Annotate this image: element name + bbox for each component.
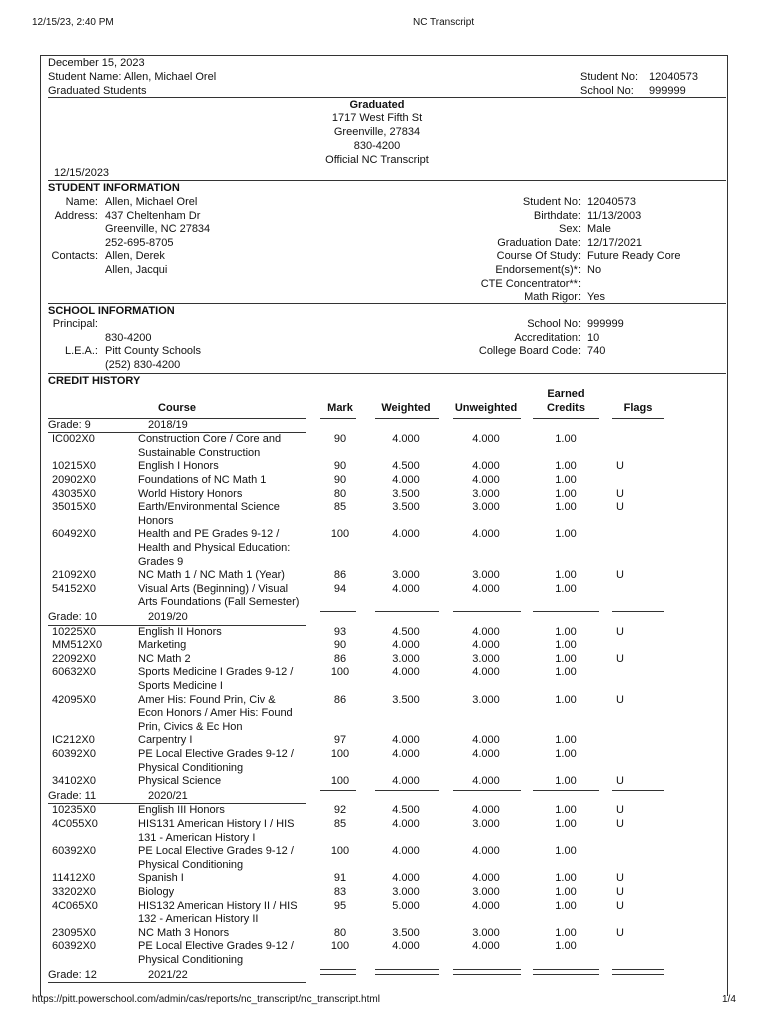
credit-history-heading: CREDIT HISTORY — [48, 375, 141, 387]
course-flag: U — [616, 804, 624, 817]
course-weighted: 4.000 — [392, 666, 420, 679]
school-phone: 830-4200 — [353, 140, 401, 152]
course-name: Construction Core / Core and — [138, 433, 282, 446]
info-value: Pitt County Schools — [105, 345, 201, 358]
course-credits: 1.00 — [555, 501, 577, 514]
course-weighted: 3.500 — [392, 487, 420, 500]
course-weighted: 3.500 — [392, 693, 420, 706]
mark-header-underline — [320, 418, 356, 419]
info-label: School No: — [527, 318, 581, 330]
unweighted-subtotal-line — [453, 611, 521, 612]
info-value: Allen, Derek — [105, 250, 165, 263]
course-code: 10225X0 — [52, 625, 97, 638]
course-mark: 90 — [333, 460, 347, 473]
course-unweighted: 3.000 — [472, 817, 500, 830]
course-code: 54152X0 — [52, 582, 97, 595]
student-no-value: 12040573 — [649, 71, 698, 83]
course-name: Physical Science — [138, 775, 222, 788]
course-weighted: 3.500 — [392, 926, 420, 939]
student-no-label: Student No: — [580, 71, 639, 83]
credits-subtotal-line — [533, 974, 599, 975]
course-credits: 1.00 — [555, 433, 577, 446]
course-weighted: 4.000 — [392, 582, 420, 595]
course-name: Carpentry I — [138, 734, 193, 747]
info-label: CTE Concentrator**: — [480, 277, 581, 290]
info-label: Student No: — [522, 196, 581, 208]
course-code: 4C055X0 — [52, 817, 98, 830]
course-name: English II Honors — [138, 625, 222, 638]
info-label: Name: — [65, 196, 98, 208]
course-name: English III Honors — [138, 804, 225, 817]
course-flag: U — [616, 652, 624, 665]
document-title: Official NC Transcript — [325, 154, 429, 166]
course-credits: 1.00 — [555, 666, 577, 679]
course-credits: 1.00 — [555, 652, 577, 665]
info-value: 437 Cheltenham Dr — [105, 209, 201, 222]
course-code: 34102X0 — [52, 775, 97, 788]
course-flag: U — [616, 569, 624, 582]
course-code: 60632X0 — [52, 666, 97, 679]
course-name: Sports Medicine I Grades 9-12 / — [138, 666, 294, 679]
info-value: Male — [587, 223, 611, 236]
course-name: Honors — [138, 514, 174, 527]
course-name: Physical Conditioning — [138, 858, 244, 871]
school-city: Greenville, 27834 — [333, 126, 421, 138]
grade-year: 2019/20 — [148, 610, 188, 623]
course-flag: U — [616, 899, 624, 912]
grade-label: Grade: 11 — [48, 789, 97, 802]
course-weighted: 4.000 — [392, 872, 420, 885]
info-value: 252-695-8705 — [105, 236, 174, 249]
course-mark: 85 — [333, 817, 347, 830]
course-flag: U — [616, 501, 624, 514]
course-weighted: 4.000 — [392, 473, 420, 486]
course-weighted: 3.500 — [392, 501, 420, 514]
weighted-header-underline — [375, 418, 439, 419]
info-label: Birthdate: — [533, 209, 581, 222]
course-unweighted: 3.000 — [472, 487, 500, 500]
course-name: Arts Foundations (Fall Semester) — [138, 596, 300, 609]
grade-year: 2021/22 — [148, 968, 188, 981]
info-value: Allen, Jacqui — [105, 264, 168, 276]
course-unweighted: 4.000 — [472, 528, 500, 541]
course-code: 60492X0 — [52, 528, 97, 541]
course-unweighted: 4.000 — [472, 899, 500, 912]
weighted-subtotal-line — [375, 974, 439, 975]
weighted-subtotal-line — [375, 790, 439, 791]
course-credits: 1.00 — [555, 693, 577, 706]
course-code: 4C065X0 — [52, 899, 98, 912]
course-name: PE Local Elective Grades 9-12 / — [138, 940, 294, 953]
course-code: 42095X0 — [52, 693, 97, 706]
divider — [48, 303, 726, 304]
course-mark: 90 — [333, 473, 347, 486]
course-unweighted: 4.000 — [472, 460, 500, 473]
course-name: English I Honors — [138, 460, 219, 473]
info-value: 10 — [587, 331, 600, 344]
course-unweighted: 4.000 — [472, 775, 500, 788]
course-weighted: 4.500 — [392, 804, 420, 817]
course-mark: 100 — [330, 747, 350, 760]
course-weighted: 4.000 — [392, 747, 420, 760]
course-mark: 100 — [330, 940, 350, 953]
course-mark: 94 — [333, 582, 347, 595]
course-credits: 1.00 — [555, 775, 577, 788]
course-name: NC Math 1 / NC Math 1 (Year) — [138, 569, 285, 582]
course-weighted: 4.000 — [392, 639, 420, 652]
unweighted-subtotal-line — [453, 969, 521, 970]
flags-header-underline — [612, 418, 664, 419]
student-name-line: Student Name: Allen, Michael Orel — [48, 71, 217, 83]
course-code: 22092X0 — [52, 652, 97, 665]
course-mark: 85 — [333, 501, 347, 514]
report-date: December 15, 2023 — [48, 57, 145, 69]
course-code: 33202X0 — [52, 885, 97, 898]
grade-underline — [48, 982, 306, 983]
info-value: Yes — [587, 291, 605, 304]
info-value: (252) 830-4200 — [105, 358, 181, 371]
info-label: Sex: — [558, 223, 581, 236]
info-value: Greenville, NC 27834 — [105, 223, 211, 236]
course-name: NC Math 2 — [138, 652, 191, 665]
course-unweighted: 3.000 — [472, 926, 500, 939]
course-credits: 1.00 — [555, 487, 577, 500]
course-mark: 86 — [333, 693, 347, 706]
course-mark: 80 — [333, 487, 347, 500]
info-value: No — [587, 264, 602, 276]
course-unweighted: 4.000 — [472, 747, 500, 760]
course-mark: 86 — [333, 652, 347, 665]
course-code: 60392X0 — [52, 845, 97, 858]
student-info-heading: STUDENT INFORMATION — [48, 182, 180, 194]
info-value: Future Ready Core — [587, 250, 681, 263]
info-label: Graduation Date: — [497, 236, 581, 249]
course-unweighted: 3.000 — [472, 652, 500, 665]
course-mark: 92 — [333, 804, 347, 817]
course-name: PE Local Elective Grades 9-12 / — [138, 747, 294, 760]
print-page-number: 1/4 — [722, 994, 736, 1005]
course-name: Physical Conditioning — [138, 953, 244, 966]
course-code: 21092X0 — [52, 569, 97, 582]
course-weighted: 3.000 — [392, 885, 420, 898]
course-flag: U — [616, 487, 624, 500]
course-name: NC Math 3 Honors — [138, 926, 230, 939]
course-weighted: 4.000 — [392, 734, 420, 747]
course-code: 43035X0 — [52, 487, 97, 500]
course-credits: 1.00 — [555, 582, 577, 595]
course-flag: U — [616, 693, 624, 706]
course-name: Grades 9 — [138, 555, 184, 568]
course-credits: 1.00 — [555, 845, 577, 858]
course-mark: 95 — [333, 899, 347, 912]
course-mark: 90 — [333, 639, 347, 652]
course-flag: U — [616, 775, 624, 788]
course-unweighted: 4.000 — [472, 734, 500, 747]
course-unweighted: 4.000 — [472, 433, 500, 446]
school-name: Graduated — [349, 99, 405, 111]
school-no-label: School No: — [580, 85, 634, 97]
course-mark: 100 — [330, 845, 350, 858]
course-name: Foundations of NC Math 1 — [138, 473, 267, 486]
student-group: Graduated Students — [48, 85, 147, 97]
course-credits: 1.00 — [555, 747, 577, 760]
course-credits: 1.00 — [555, 872, 577, 885]
course-credits: 1.00 — [555, 460, 577, 473]
course-flag: U — [616, 625, 624, 638]
print-url[interactable]: https://pitt.powerschool.com/admin/cas/reports/nc_transcript/nc_transcript.html — [32, 994, 380, 1005]
course-code: IC002X0 — [52, 433, 95, 446]
info-value: 740 — [587, 345, 606, 358]
course-code: 60392X0 — [52, 747, 97, 760]
course-name: HIS132 American History II / HIS — [138, 899, 298, 912]
course-credits: 1.00 — [555, 639, 577, 652]
course-code: 20902X0 — [52, 473, 97, 486]
flags-subtotal-line — [612, 974, 664, 975]
info-label: L.E.A.: — [64, 345, 98, 358]
course-credits: 1.00 — [555, 899, 577, 912]
col-mark: Mark — [327, 402, 353, 414]
grade-label: Grade: 10 — [48, 610, 97, 623]
course-code: 10235X0 — [52, 804, 97, 817]
credits-subtotal-line — [533, 790, 599, 791]
col-unweighted: Unweighted — [454, 402, 518, 414]
weighted-subtotal-line — [375, 611, 439, 612]
print-title: NC Transcript — [413, 17, 475, 28]
course-credits: 1.00 — [555, 940, 577, 953]
mark-subtotal-line — [320, 974, 356, 975]
info-label: Accreditation: — [514, 331, 581, 344]
course-weighted: 3.000 — [392, 569, 420, 582]
course-weighted: 5.000 — [392, 899, 420, 912]
course-name: Health and PE Grades 9-12 / — [138, 528, 280, 541]
course-name: Visual Arts (Beginning) / Visual — [138, 582, 289, 595]
info-value: 830-4200 — [105, 331, 152, 344]
course-name: Physical Conditioning — [138, 761, 244, 774]
course-flag: U — [616, 872, 624, 885]
course-mark: 90 — [333, 433, 347, 446]
course-weighted: 4.500 — [392, 460, 420, 473]
mark-subtotal-line — [320, 611, 356, 612]
course-name: Sports Medicine I — [138, 679, 223, 692]
course-name: Sustainable Construction — [138, 446, 261, 459]
course-mark: 93 — [333, 625, 347, 638]
course-unweighted: 4.000 — [472, 872, 500, 885]
course-name: Econ Honors / Amer His: Found — [138, 707, 293, 720]
course-unweighted: 4.000 — [472, 666, 500, 679]
course-name: 132 - American History II — [138, 913, 259, 926]
info-value: 999999 — [587, 318, 624, 330]
info-label: Math Rigor: — [524, 291, 581, 304]
course-name: HIS131 American History I / HIS — [138, 817, 295, 830]
grade-year: 2020/21 — [148, 789, 188, 802]
school-info-heading: SCHOOL INFORMATION — [48, 305, 175, 317]
col-credits: Credits — [547, 402, 585, 414]
divider — [48, 373, 726, 374]
course-unweighted: 4.000 — [472, 473, 500, 486]
transcript-date: 12/15/2023 — [54, 167, 110, 179]
course-name: Amer His: Found Prin, Civ & — [138, 693, 276, 706]
course-unweighted: 4.000 — [472, 804, 500, 817]
course-credits: 1.00 — [555, 804, 577, 817]
course-mark: 80 — [333, 926, 347, 939]
info-value: 12/17/2021 — [587, 236, 643, 249]
course-code: 10215X0 — [52, 460, 97, 473]
course-weighted: 3.000 — [392, 652, 420, 665]
course-weighted: 4.000 — [392, 845, 420, 858]
info-value: 12040573 — [587, 196, 636, 208]
course-name: Prin, Civics & Ec Hon — [138, 720, 243, 733]
info-label: Contacts: — [51, 250, 98, 263]
mark-subtotal-line — [320, 790, 356, 791]
course-mark: 100 — [330, 666, 350, 679]
course-flag: U — [616, 926, 624, 939]
school-no-value: 999999 — [649, 85, 686, 97]
course-code: 23095X0 — [52, 926, 97, 939]
course-mark: 100 — [330, 775, 350, 788]
course-credits: 1.00 — [555, 625, 577, 638]
course-credits: 1.00 — [555, 734, 577, 747]
grade-label: Grade: 12 — [48, 968, 97, 981]
credits-header-underline — [533, 418, 599, 419]
divider — [48, 97, 726, 98]
unweighted-subtotal-line — [453, 974, 521, 975]
unweighted-header-underline — [453, 418, 521, 419]
course-weighted: 4.000 — [392, 940, 420, 953]
course-credits: 1.00 — [555, 817, 577, 830]
course-name: Marketing — [138, 639, 187, 652]
course-weighted: 4.000 — [392, 528, 420, 541]
print-datetime: 12/15/23, 2:40 PM — [32, 17, 114, 28]
info-label: Address: — [54, 209, 98, 222]
info-label: Endorsement(s)*: — [495, 264, 581, 276]
course-name: World History Honors — [138, 487, 243, 500]
course-code: MM512X0 — [52, 639, 103, 652]
col-weighted: Weighted — [381, 402, 431, 414]
info-label: Principal: — [52, 318, 98, 330]
unweighted-subtotal-line — [453, 790, 521, 791]
course-code: 60392X0 — [52, 940, 97, 953]
course-mark: 100 — [330, 528, 350, 541]
course-name: PE Local Elective Grades 9-12 / — [138, 845, 294, 858]
info-value: 11/13/2003 — [587, 209, 642, 222]
course-weighted: 4.500 — [392, 625, 420, 638]
course-unweighted: 4.000 — [472, 582, 500, 595]
course-unweighted: 3.000 — [472, 569, 500, 582]
course-unweighted: 3.000 — [472, 501, 500, 514]
course-mark: 97 — [333, 734, 347, 747]
grade-year: 2018/19 — [148, 418, 188, 431]
credits-subtotal-line — [533, 969, 599, 970]
weighted-subtotal-line — [375, 969, 439, 970]
course-credits: 1.00 — [555, 528, 577, 541]
course-credits: 1.00 — [555, 473, 577, 486]
course-unweighted: 3.000 — [472, 693, 500, 706]
flags-subtotal-line — [612, 790, 664, 791]
col-course: Course — [158, 402, 196, 414]
course-credits: 1.00 — [555, 885, 577, 898]
col-flags: Flags — [623, 402, 653, 414]
course-mark: 91 — [333, 872, 347, 885]
course-unweighted: 4.000 — [472, 625, 500, 638]
course-name: Earth/Environmental Science — [138, 501, 280, 514]
course-weighted: 4.000 — [392, 433, 420, 446]
school-address: 1717 West Fifth St — [331, 112, 423, 124]
divider — [48, 180, 726, 181]
grade-label: Grade: 9 — [48, 418, 91, 431]
course-flag: U — [616, 817, 624, 830]
course-flag: U — [616, 885, 624, 898]
course-weighted: 4.000 — [392, 775, 420, 788]
course-unweighted: 3.000 — [472, 885, 500, 898]
info-label: College Board Code: — [478, 345, 581, 358]
info-value: Allen, Michael Orel — [105, 196, 198, 208]
course-name: 131 - American History I — [138, 831, 256, 844]
course-unweighted: 4.000 — [472, 639, 500, 652]
course-code: IC212X0 — [52, 734, 95, 747]
credits-subtotal-line — [533, 611, 599, 612]
course-name: Biology — [138, 885, 175, 898]
course-weighted: 4.000 — [392, 817, 420, 830]
course-unweighted: 4.000 — [472, 845, 500, 858]
course-flag: U — [616, 460, 624, 473]
course-name: Spanish I — [138, 872, 184, 885]
mark-subtotal-line — [320, 969, 356, 970]
course-mark: 83 — [333, 885, 347, 898]
course-unweighted: 4.000 — [472, 940, 500, 953]
course-mark: 86 — [333, 569, 347, 582]
course-code: 11412X0 — [52, 872, 96, 885]
flags-subtotal-line — [612, 611, 664, 612]
info-label: Course Of Study: — [496, 250, 581, 263]
course-credits: 1.00 — [555, 926, 577, 939]
course-name: Health and Physical Education: — [138, 541, 291, 554]
flags-subtotal-line — [612, 969, 664, 970]
course-code: 35015X0 — [52, 501, 97, 514]
course-credits: 1.00 — [555, 569, 577, 582]
col-earned: Earned — [547, 388, 585, 400]
